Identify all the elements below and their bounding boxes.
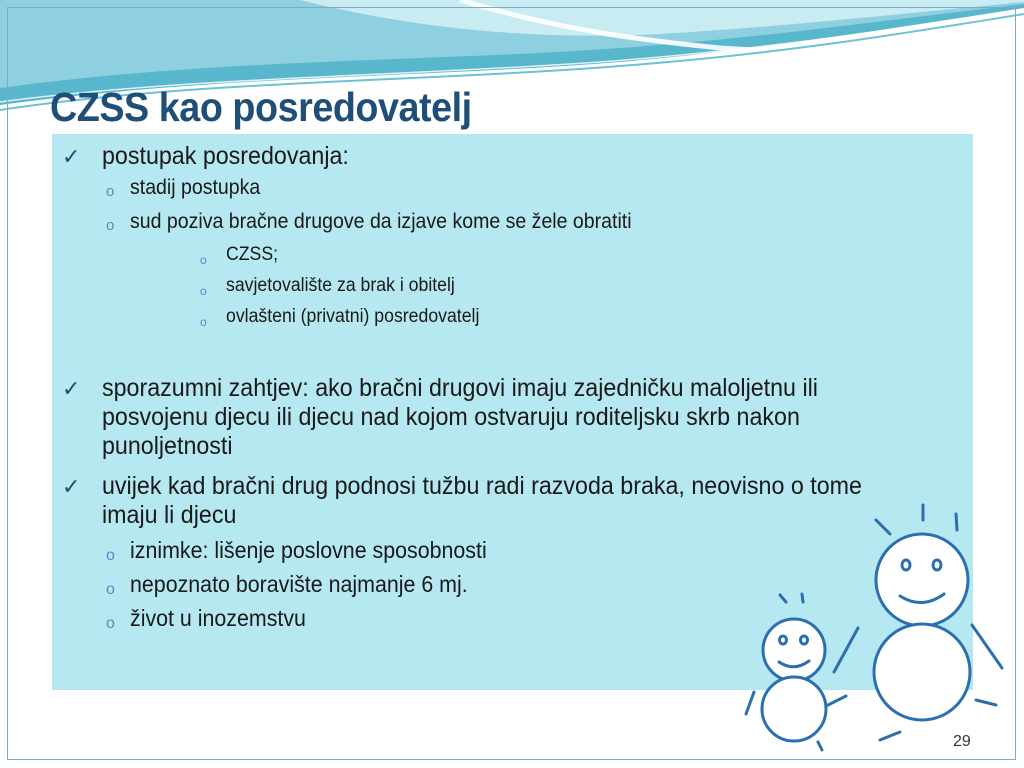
check-icon: ✓ [62,474,81,499]
circle-bullet-icon: o [106,615,115,632]
circle-bullet-icon: o [106,183,115,200]
bullet-text: postupak posredovanja: [102,142,349,170]
check-icon: ✓ [62,144,81,169]
page-number: 29 [953,733,971,750]
slide-title: CZSS kao posredovatelj [50,84,472,130]
circle-bullet-icon: o [106,581,115,598]
stick-figures-icon [730,500,1020,755]
circle-bullet-icon: o [106,217,115,234]
circle-bullet-icon: o [200,315,207,329]
circle-bullet-icon: o [200,253,207,267]
circle-bullet-icon: o [106,547,115,564]
content-box: ✓ postupak posredovanja: o stadij postupka o sud poziva bračne drugove da izjave kome se žele obratiti o CZSS; o savjetovalište za brak i obitelj o ovlašteni (privatni) posredovatelj ✓ sporazumni zahtjev: ako bračni drugovi imaju zajedničku maloljetnu ili posvojenu djecu ili djecu nad kojom ostvaruju roditeljsku skrb nakon punoljetnosti ✓ uvijek kad bračni drug podnosi tužbu radi razvoda braka, neovisno o tome imaju li djecu o iznimke: lišenje poslovne sposobnosti o nepoznato boravište najmanje 6 mj. o život u inozemstvu [52,134,973,690]
check-icon: ✓ [62,376,81,401]
circle-bullet-icon: o [200,284,207,298]
